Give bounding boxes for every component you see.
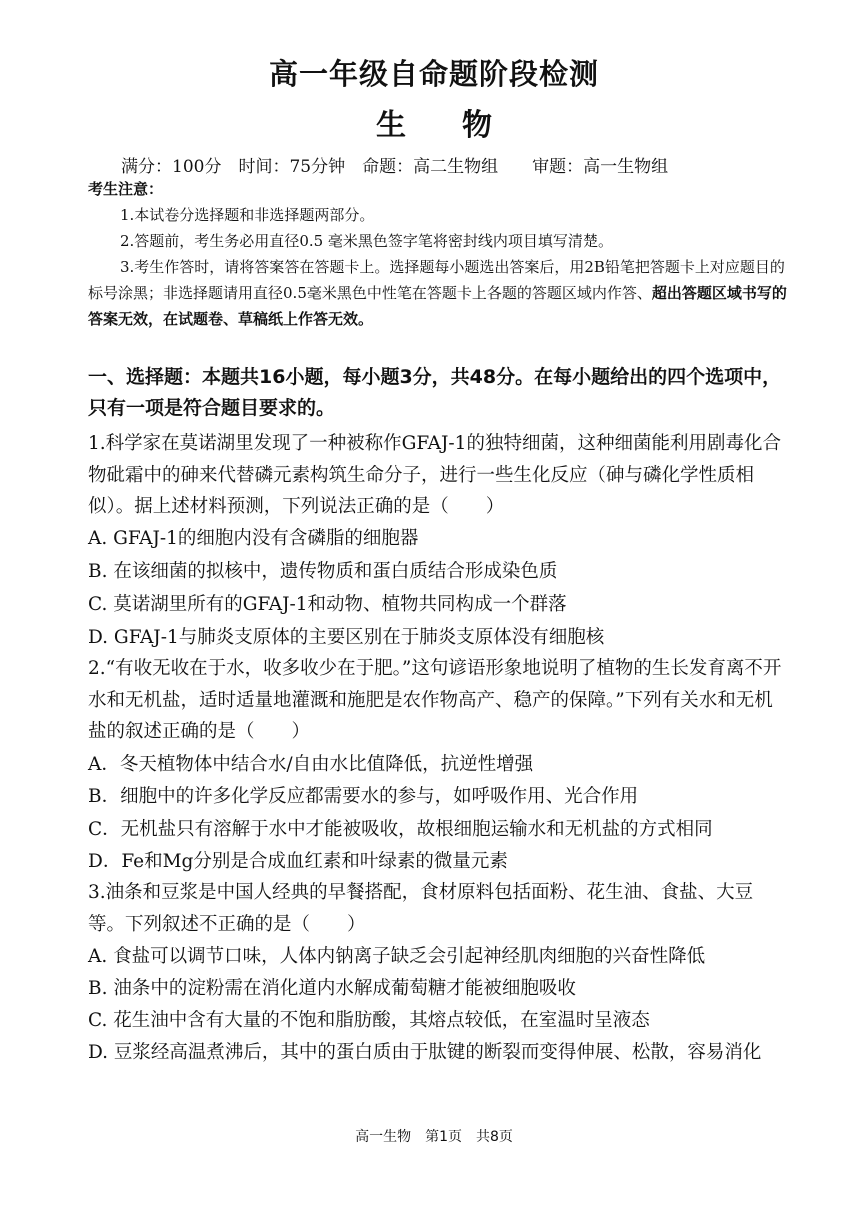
question-3-option-d: D. 豆浆经高温煮沸后，其中的蛋白质由于肽键的断裂而变得伸展、松散，容易消化: [88, 1042, 762, 1063]
exam-title: 高一年级自命题阶段检测: [268, 57, 599, 91]
subject-char-2: 物: [462, 108, 492, 143]
notice-item-3-text: 3.考生作答时，请将答案答在答题卡上。选择题每小题选出答案后，用2B铅笔把答题卡上对应题目的标号涂黑；非选择题请用直径0.5毫米黑色中性笔在答题卡上各题的答题区域内作答、: [88, 258, 785, 302]
question-2-option-a: A．冬天植物体中结合水/自由水比值降低，抗逆性增强: [88, 754, 534, 775]
exam-meta: 满分：100分 时间：75分钟 命题：高二生物组 审题：高一生物组: [121, 157, 669, 177]
notice-heading: 考生注意：: [88, 180, 164, 198]
notice-item-2: 2.答题前，考生务必用直径0.5 毫米黑色签字笔将密封线内项目填写清楚。: [120, 232, 613, 250]
question-2-option-c: C．无机盐只有溶解于水中才能被吸收，故根细胞运输水和无机盐的方式相同: [88, 819, 713, 840]
question-3-option-a: A. 食盐可以调节口味，人体内钠离子缺乏会引起神经肌肉细胞的兴奋性降低: [88, 946, 706, 967]
page-footer: 高一生物 第1页 共8页: [355, 1129, 513, 1145]
question-2-option-d: D．Fe和Mg分别是合成血红素和叶绿素的微量元素: [88, 851, 508, 872]
notice-item-3: [88, 254, 788, 332]
question-1-option-d: D. GFAJ-1与肺炎支原体的主要区别在于肺炎支原体没有细胞核: [88, 627, 605, 648]
question-1-option-c: C. 莫诺湖里所有的GFAJ-1和动物、植物共同构成一个群落: [88, 594, 567, 615]
section-heading: 一、选择题：本题共16小题，每小题3分，共48分。在每小题给出的四个选项中，只有一项是符合题目要求的。: [88, 366, 782, 419]
notice-item-1: 1.本试卷分选择题和非选择题两部分。: [120, 206, 375, 224]
subject-char-1: 生: [376, 108, 406, 143]
question-3-stem: 3.油条和豆浆是中国人经典的早餐搭配，食材原料包括面粉、花生油、食盐、大豆等。下列叙述不正确的是（ ）: [88, 882, 754, 935]
question-1-stem: 1.科学家在莫诺湖里发现了一种被称作GFAJ-1的独特细菌，这种细菌能利用剧毒化合物砒霜中的砷来代替磷元素构筑生命分子，进行一些生化反应（砷与磷化学性质相似）。据上述材料预测，下列说法正确的是（ ）: [88, 433, 781, 517]
question-3-option-c: C. 花生油中含有大量的不饱和脂肪酸，其熔点较低，在室温时呈液态: [88, 1010, 650, 1031]
subject-title: [0, 100, 868, 144]
question-2-stem: 2.“有收无收在于水，收多收少在于肥。”这句谚语形象地说明了植物的生长发育离不开水和无机盐，适时适量地灌溉和施肥是农作物高产、稳产的保障。”下列有关水和无机盐的叙述正确的是（ ）: [88, 658, 782, 742]
question-1-option-b: B. 在该细菌的拟核中，遗传物质和蛋白质结合形成染色质: [88, 561, 558, 582]
notice-item-3-bold: 超出答题区域书写的答案无效，在试题卷、草稿纸上作答无效。: [88, 284, 787, 328]
question-3-option-b: B. 油条中的淀粉需在消化道内水解成葡萄糖才能被细胞吸收: [88, 978, 576, 999]
question-2-option-b: B．细胞中的许多化学反应都需要水的参与，如呼吸作用、光合作用: [88, 786, 639, 807]
question-1-option-a: A. GFAJ-1的细胞内没有含磷脂的细胞器: [88, 528, 419, 549]
